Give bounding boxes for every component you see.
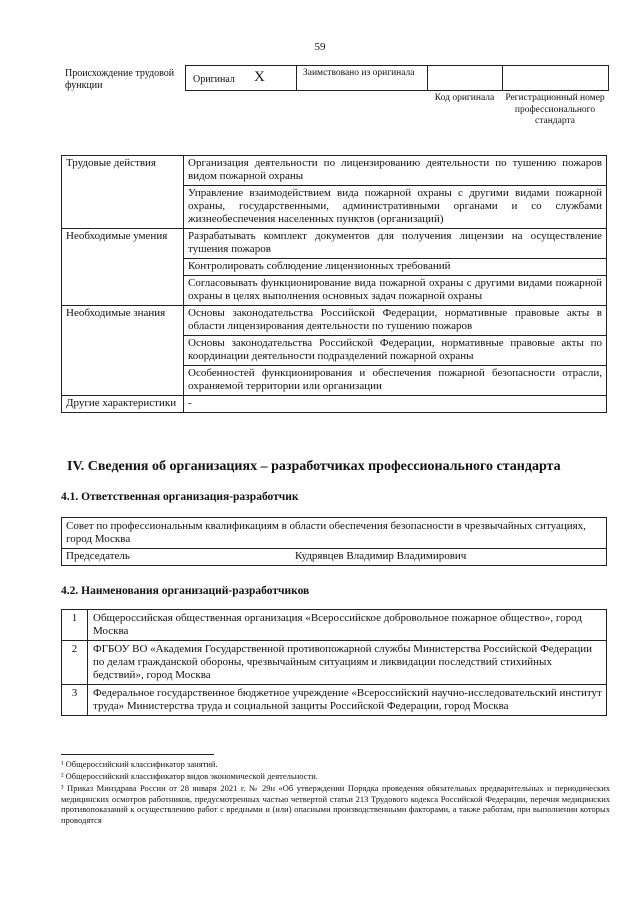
chair-role: Председатель: [66, 550, 130, 562]
table-row: [62, 610, 607, 641]
skill-item: Согласовывать функционирование вида пожарной охраны с другими видами пожарной охраны в целях выполнения основных задач пожарной охраны: [184, 276, 607, 306]
code-caption: Код оригинала: [434, 93, 495, 103]
footnote: ¹ Общероссийский классификатор занятий.: [61, 759, 218, 769]
knowledge-item: Основы законодательства Российской Федерации, нормативные правовые акты в области лицензирования деятельности по тушению пожаров: [184, 306, 607, 336]
actions-label: Трудовые действия: [62, 156, 184, 229]
table-row: [62, 156, 607, 186]
original-label: Оригинал: [193, 74, 235, 85]
footnote-divider: [61, 754, 214, 755]
developer-number: 1: [62, 610, 88, 641]
section-title: IV. Сведения об организациях – разработчиках профессионального стандарта: [67, 459, 561, 474]
page-number: 59: [314, 41, 326, 53]
table-row: [62, 685, 607, 716]
table-row: [62, 229, 607, 259]
developer-name: Федеральное государственное бюджетное учреждение «Всероссийский научно-исследовательский институт труда» Министерства труда и социальной защиты Российской Федерации, город Москва: [88, 685, 607, 716]
code-cell: [428, 66, 503, 90]
origin-label: Происхождение трудовой функции: [65, 68, 175, 91]
borrowed-cell: [297, 66, 428, 90]
knowledge-label: Необходимые знания: [62, 306, 184, 396]
knowledge-item: Особенностей функционирования и обеспечения пожарной безопасности отрасли, охраняемой территории или организации: [184, 366, 607, 396]
action-item: Управление взаимодействием вида пожарной охраны с другими видами пожарной охраны, государственными, административными органами и со службами жизнеобеспечения населенных пунктов (организаций): [184, 186, 607, 229]
responsible-org: Совет по профессиональным квалификациям в области обеспечения безопасности в чрезвычайных ситуациях, город Москва: [61, 517, 607, 548]
developers-table: [61, 609, 607, 716]
skills-label: Необходимые умения: [62, 229, 184, 306]
reg-number-cell: [503, 66, 608, 90]
reg-number-caption: Регистрационный номер профессионального стандарта: [505, 93, 605, 126]
developer-number: 3: [62, 685, 88, 716]
chair-row: [61, 548, 607, 566]
developer-name: ФГБОУ ВО «Академия Государственной противопожарной службы Министерства Российской Федерации по делам гражданской обороны, чрезвычайным ситуациям и ликвидации последствий стихийных бедствий», город Москва: [88, 641, 607, 685]
action-item: Организация деятельности по лицензированию деятельности по тушению пожаров видом пожарной охраны: [184, 156, 607, 186]
original-mark: X: [254, 69, 265, 85]
table-row: [62, 306, 607, 336]
responsible-org-box: [61, 517, 607, 566]
other-label: Другие характеристики: [62, 396, 184, 413]
original-cell: [186, 66, 297, 90]
skill-item: Разрабатывать комплект документов для получения лицензии на осуществление тушения пожаров: [184, 229, 607, 259]
developer-number: 2: [62, 641, 88, 685]
footnote: ² Общероссийский классификатор видов экономической деятельности.: [61, 771, 318, 781]
subsection-title-developers: 4.2. Наименования организаций-разработчиков: [61, 585, 310, 597]
other-value: -: [184, 396, 607, 413]
origin-table: [185, 65, 609, 91]
knowledge-item: Основы законодательства Российской Федерации, нормативные правовые акты по координации деятельности подразделений пожарной охраны: [184, 336, 607, 366]
footnote: ³ Приказ Минздрава России от 28 января 2021 г. № 29н «Об утверждении Порядка проведения обязательных предварительных и периодических медицинских осмотров работников, предусмотренных частью четвертой статьи 213 Трудового кодекса Российской Федерации, перечня медицинских противопоказаний к осуществлению работ с вредными и (или) опасными производственными факторами, а также работам, при выполнении которых проводятся: [61, 783, 610, 825]
function-table: [61, 155, 607, 413]
chair-name: Кудрявцев Владимир Владимирович: [295, 550, 467, 562]
table-row: [62, 396, 607, 413]
subsection-title-responsible: 4.1. Ответственная организация-разработчик: [61, 491, 299, 503]
developer-name: Общероссийская общественная организация «Всероссийское добровольное пожарное общество», город Москва: [88, 610, 607, 641]
skill-item: Контролировать соблюдение лицензионных требований: [184, 259, 607, 276]
borrowed-label: Заимствовано из оригинала: [303, 68, 415, 78]
table-row: [62, 641, 607, 685]
